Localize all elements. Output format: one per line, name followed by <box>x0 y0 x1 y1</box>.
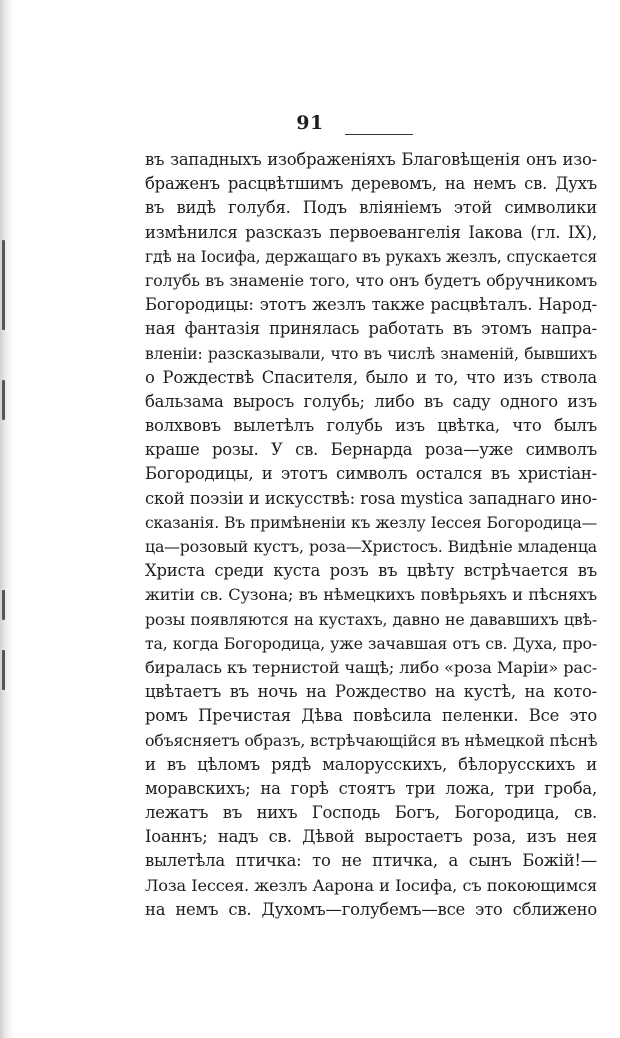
text-line: краше розы. У св. Бернарда роза—уже символъ <box>145 440 597 460</box>
text-line: въ видѣ голубя. Подъ вліяніемъ этой символики <box>145 198 597 218</box>
text-line: вленіи: разсказывали, что въ числѣ знаменій, бывшихъ <box>145 344 597 363</box>
text-line: Іоаннъ; надъ св. Дѣвой выростаетъ роза, изъ нея <box>145 827 597 847</box>
text-line: вылетѣла птичка: то не птичка, а сынъ Божій!— <box>145 851 597 871</box>
text-line: Христа среди куста розъ въ цвѣту встрѣчается въ <box>145 561 597 581</box>
text-line: на немъ св. Духомъ—голубемъ—все это сближено <box>145 899 597 919</box>
spine-mark <box>2 590 5 620</box>
text-line: ца—розовый кустъ, роза—Христосъ. Видѣніе младенца <box>145 537 597 556</box>
text-line: биралась къ тернистой чащѣ; либо «роза Маріи» рас- <box>145 657 597 677</box>
text-line: волхвовъ вылетѣлъ голубь изъ цвѣтка, что былъ <box>145 416 597 436</box>
text-line: измѣнился разсказъ первоевангелія Іакова (гл. IX), <box>145 222 597 242</box>
text-line: гдѣ на Іосифа, держащаго въ рукахъ жезлъ, спускается <box>145 247 597 266</box>
text-line: бальзама выросъ голубь; либо въ саду одного изъ <box>145 391 597 411</box>
spine-mark <box>2 240 5 330</box>
text-line: о Рождествѣ Спасителя, было и то, что изъ ствола <box>145 367 597 387</box>
text-line: лежатъ въ нихъ Господь Богъ, Богородица, св. <box>145 803 597 823</box>
text-line: житіи св. Сузона; въ нѣмецкихъ повѣрьяхъ и пѣсняхъ <box>145 585 597 605</box>
text-line: и въ цѣломъ рядѣ малорусскихъ, бѣлорусскихъ и <box>145 754 597 774</box>
text-line: та, когда Богородица, уже зачавшая отъ св. Духа, про- <box>145 633 597 653</box>
text-line: Богородицы: этотъ жезлъ также расцвѣталъ. Народ- <box>145 295 597 315</box>
text-line: моравскихъ; на горѣ стоятъ три ложа, три гроба, <box>145 778 597 798</box>
text-line: объясняетъ образъ, встрѣчающійся въ нѣмецкой пѣснѣ <box>145 730 597 750</box>
text-line: сказанія. Въ примѣненіи къ жезлу Іессея Богородица— <box>145 513 597 532</box>
page-number-rule <box>345 134 413 135</box>
spine-mark <box>2 650 5 690</box>
text-line: голубь въ знаменіе того, что онъ будетъ обручникомъ <box>145 270 597 290</box>
text-line: браженъ расцвѣтшимъ деревомъ, на немъ св. Духъ <box>145 174 597 194</box>
spine-shadow <box>0 0 14 1038</box>
text-line: ской поэзіи и искусствѣ: rosa mystica западнаго ино- <box>145 488 597 508</box>
text-line: ромъ Пречистая Дѣва повѣсила пеленки. Все это <box>145 706 597 726</box>
text-line: цвѣтаетъ въ ночь на Рождество на кустѣ, на кото- <box>145 682 597 702</box>
body-text <box>145 148 597 922</box>
text-line: ная фантазія принялась работать въ этомъ напра- <box>145 319 597 339</box>
text-line: Лоза Іессея. жезлъ Аарона и Іосифа, съ покоющимся <box>145 875 597 895</box>
spine-mark <box>2 380 5 420</box>
text-line: розы появляются на кустахъ, давно не дававшихъ цвѣ- <box>145 609 597 629</box>
text-line: въ западныхъ изображеніяхъ Благовѣщенія онъ изо- <box>145 150 597 169</box>
text-line: Богородицы, и этотъ символъ остался въ христіан- <box>145 464 597 484</box>
page-number: 91 <box>296 112 324 134</box>
